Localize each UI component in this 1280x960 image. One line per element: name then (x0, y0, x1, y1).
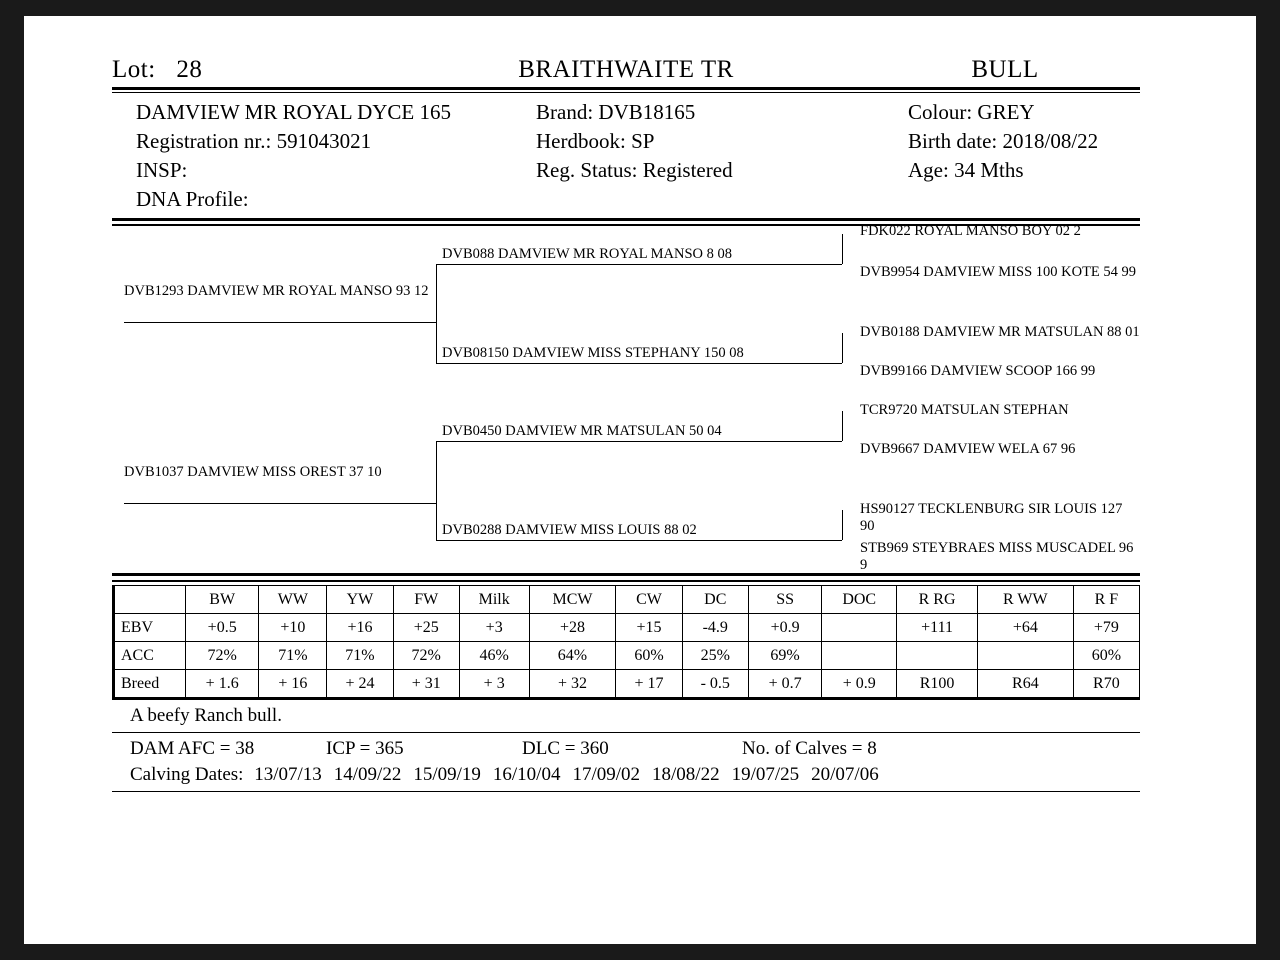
brand-field (536, 98, 908, 127)
table-row (114, 670, 1140, 699)
col-header-rf: R F (1073, 586, 1139, 614)
cell-ebv-ww: +10 (259, 614, 327, 642)
cell-acc-doc (822, 642, 897, 670)
pedigree-connector-ss (842, 234, 843, 264)
pedigree-connector-sd (842, 333, 843, 363)
pedigree-ds-dam: DVB9667 DAMVIEW WELA 67 96 (860, 441, 1076, 457)
calves-label: No. of Calves = (742, 738, 863, 759)
cell-breed-ss: + 0.7 (748, 670, 821, 699)
registration-field (136, 127, 536, 156)
colour-value: GREY (977, 100, 1035, 124)
birthdate-label: Birth date: (908, 129, 998, 153)
cell-breed-yw: + 24 (327, 670, 393, 699)
col-header-doc: DOC (822, 586, 897, 614)
brand-label: Brand: (536, 100, 594, 124)
icp-label: ICP = (326, 738, 371, 759)
cell-acc-milk: 46% (459, 642, 529, 670)
lot-label: Lot: (112, 56, 156, 83)
pedigree-line-dd (436, 540, 842, 541)
ebv-table (112, 585, 1140, 700)
document-page (24, 16, 1256, 944)
calves-value: 8 (867, 738, 877, 759)
lot-number: 28 (176, 56, 203, 83)
col-header-milk: Milk (459, 586, 529, 614)
cell-acc-rf: 60% (1073, 642, 1139, 670)
cell-acc-rrg (897, 642, 978, 670)
pedigree-dam: DVB1037 DAMVIEW MISS OREST 37 10 (124, 464, 382, 480)
calving-date: 17/09/02 (572, 764, 641, 785)
pedigree-sire-sire: DVB088 DAMVIEW MR ROYAL MANSO 8 08 (442, 246, 733, 262)
calving-date: 16/10/04 (492, 764, 561, 785)
dlc-value: 360 (580, 738, 609, 759)
sex-label: BULL (971, 56, 1039, 83)
calving-dates-label: Calving Dates: (130, 764, 244, 785)
calving-date: 14/09/22 (333, 764, 402, 785)
pedigree-line-ss (436, 264, 842, 265)
identity-row-4 (136, 185, 1140, 214)
cell-breed-rf: R70 (1073, 670, 1139, 699)
pedigree-dam-dam: DVB0288 DAMVIEW MISS LOUIS 88 02 (442, 522, 697, 538)
pedigree-dd-dam: STB969 STEYBRAES MISS MUSCADEL 96 9 (860, 540, 1134, 573)
cell-breed-rrg: R100 (897, 670, 978, 699)
cell-acc-fw: 72% (393, 642, 459, 670)
breeder-title: BRAITHWAITE TR (518, 56, 734, 83)
col-header-yw: YW (327, 586, 393, 614)
cell-ebv-yw: +16 (327, 614, 393, 642)
pedigree-line-dam (124, 503, 436, 504)
afc-label: DAM AFC = (130, 738, 231, 759)
identity-row-2 (136, 127, 1140, 156)
cell-acc-bw: 72% (186, 642, 259, 670)
pedigree-ss-dam: DVB9954 DAMVIEW MISS 100 KOTE 54 99 (860, 264, 1137, 280)
pedigree-divider (112, 573, 1140, 582)
pedigree-sd-sire: DVB0188 DAMVIEW MR MATSULAN 88 01 (860, 324, 1140, 340)
row-label-acc: ACC (114, 642, 186, 670)
table-row (114, 642, 1140, 670)
cell-ebv-fw: +25 (393, 614, 459, 642)
insp-field (136, 156, 536, 185)
pedigree-sd-dam: DVB99166 DAMVIEW SCOOP 166 99 (860, 363, 1096, 379)
herdbook-label: Herdbook: (536, 129, 626, 153)
colour-label: Colour: (908, 100, 973, 124)
cell-breed-dc: - 0.5 (682, 670, 748, 699)
col-header-dc: DC (682, 586, 748, 614)
sheet-header (112, 56, 1140, 87)
birthdate-field (908, 127, 1140, 156)
brand-value: DVB18165 (598, 100, 696, 124)
cell-acc-yw: 71% (327, 642, 393, 670)
dlc-field (522, 736, 742, 762)
calving-date: 13/07/13 (254, 764, 322, 785)
cell-acc-ss: 69% (748, 642, 821, 670)
cell-ebv-rf: +79 (1073, 614, 1139, 642)
dam-stats-row (112, 733, 1140, 762)
col-header-ss: SS (748, 586, 821, 614)
pedigree-sire: DVB1293 DAMVIEW MR ROYAL MANSO 93 12 (124, 283, 429, 299)
age-label: Age: (908, 158, 949, 182)
cell-breed-fw: + 31 (393, 670, 459, 699)
cell-breed-doc: + 0.9 (822, 670, 897, 699)
insp-label: INSP: (136, 158, 188, 182)
calves-field (742, 736, 1140, 762)
pedigree-line-sire (124, 322, 436, 323)
pedigree-dd-sire: HS90127 TECKLENBURG SIR LOUIS 127 90 (860, 501, 1123, 534)
regstatus-value: Registered (642, 158, 733, 182)
col-header-blank (114, 586, 186, 614)
calving-date: 15/09/19 (413, 764, 481, 785)
cell-acc-rww (978, 642, 1074, 670)
calving-dates-list (254, 764, 891, 785)
cell-acc-ww: 71% (259, 642, 327, 670)
age-field (908, 156, 1140, 185)
cell-ebv-mcw: +28 (529, 614, 616, 642)
regstatus-label: Reg. Status: (536, 158, 638, 182)
cell-acc-cw: 60% (616, 642, 682, 670)
remark-text: A beefy Ranch bull. (112, 700, 1140, 733)
col-header-rrg: R RG (897, 586, 978, 614)
cell-ebv-rww: +64 (978, 614, 1074, 642)
col-header-fw: FW (393, 586, 459, 614)
cell-breed-milk: + 3 (459, 670, 529, 699)
cell-ebv-ss: +0.9 (748, 614, 821, 642)
pedigree-connector-ds (842, 411, 843, 441)
registration-label: Registration nr.: (136, 129, 272, 153)
calving-date: 20/07/06 (811, 764, 879, 785)
table-row (114, 614, 1140, 642)
dna-profile-label: DNA Profile: (136, 187, 249, 211)
afc-field (130, 736, 326, 762)
col-header-rww: R WW (978, 586, 1074, 614)
animal-record-sheet (112, 56, 1140, 792)
calving-date: 18/08/22 (652, 764, 720, 785)
pedigree-line-ds (436, 441, 842, 442)
cell-ebv-rrg: +111 (897, 614, 978, 642)
pedigree-sire-dam: DVB08150 DAMVIEW MISS STEPHANY 150 08 (442, 345, 744, 361)
afc-value: 38 (235, 738, 255, 759)
row-label-ebv: EBV (114, 614, 186, 642)
cell-ebv-doc (822, 614, 897, 642)
cell-ebv-bw: +0.5 (186, 614, 259, 642)
registration-value: 591043021 (276, 129, 372, 153)
pedigree-ss-sire: FDK022 ROYAL MANSO BOY 02 2 (860, 223, 1081, 239)
pedigree-ds-sire: TCR9720 MATSULAN STEPHAN (860, 402, 1069, 418)
cell-ebv-cw: +15 (616, 614, 682, 642)
col-header-bw: BW (186, 586, 259, 614)
pedigree-connector-dam (436, 441, 437, 540)
pedigree-line-sd (436, 363, 842, 364)
cell-ebv-dc: -4.9 (682, 614, 748, 642)
herdbook-field (536, 127, 908, 156)
age-value: 34 Mths (954, 158, 1024, 182)
dlc-label: DLC = (522, 738, 576, 759)
herdbook-value: SP (631, 129, 655, 153)
cell-breed-cw: + 17 (616, 670, 682, 699)
cell-breed-bw: + 1.6 (186, 670, 259, 699)
icp-field (326, 736, 522, 762)
col-header-ww: WW (259, 586, 327, 614)
cell-breed-ww: + 16 (259, 670, 327, 699)
calving-dates-row (112, 762, 1140, 792)
identity-block (112, 93, 1140, 218)
pedigree-dam-sire: DVB0450 DAMVIEW MR MATSULAN 50 04 (442, 423, 722, 439)
cell-acc-mcw: 64% (529, 642, 616, 670)
calving-date: 19/07/25 (731, 764, 800, 785)
cell-acc-dc: 25% (682, 642, 748, 670)
col-header-cw: CW (616, 586, 682, 614)
regstatus-field (536, 156, 908, 185)
identity-row-1 (136, 98, 1140, 127)
cell-ebv-milk: +3 (459, 614, 529, 642)
col-header-mcw: MCW (529, 586, 616, 614)
cell-breed-rww: R64 (978, 670, 1074, 699)
birthdate-value: 2018/08/22 (1002, 129, 1099, 153)
row-label-breed: Breed (114, 670, 186, 699)
icp-value: 365 (375, 738, 404, 759)
cell-breed-mcw: + 32 (529, 670, 616, 699)
animal-name: DAMVIEW MR ROYAL DYCE 165 (136, 100, 451, 124)
pedigree-connector-sire (436, 264, 437, 363)
pedigree-connector-dd (842, 510, 843, 540)
table-header-row (114, 586, 1140, 614)
lot-field (112, 56, 382, 84)
colour-field (908, 98, 1140, 127)
pedigree-chart (112, 223, 1140, 573)
identity-row-3 (136, 156, 1140, 185)
